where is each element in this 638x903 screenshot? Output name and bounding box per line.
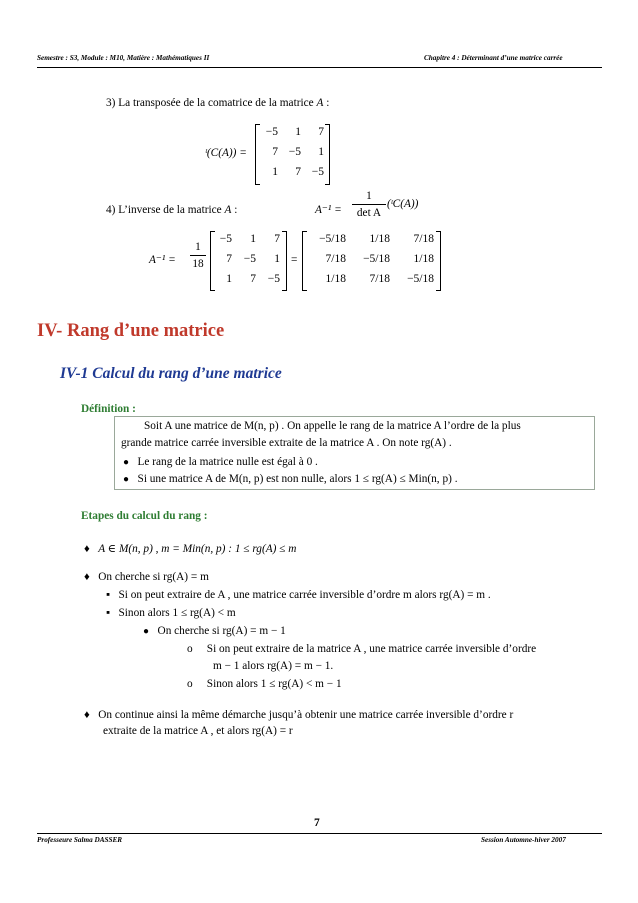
right-bracket xyxy=(436,231,441,291)
matrix-cell: 1/18 xyxy=(413,253,434,265)
step-item: ♦ On continue ainsi la même démarche jusqu’à obtenir une matrice carrée inversible d’ordre r xyxy=(84,709,514,721)
matrix-cell: 7 xyxy=(272,146,278,158)
bullet-icon: ● xyxy=(123,457,130,468)
step-item: ♦ A ∈ M(n, p) , m = Min(n, p) : 1 ≤ rg(A) ≤ m xyxy=(84,543,297,555)
square-bullet-icon: ▪ xyxy=(106,607,111,619)
matrix-cell: −5 xyxy=(265,126,278,138)
footer-left: Professeure Salma DASSER xyxy=(37,836,123,844)
footer-rule xyxy=(37,833,602,834)
matrix-cell: 7 xyxy=(250,273,256,285)
steps-label: Etapes du calcul du rang : xyxy=(81,510,208,522)
inv-den: 18 xyxy=(192,258,204,270)
substep-item: ▪ Si on peut extraire de A , une matrice carrée inversible d’ordre m alors rg(A) = m . xyxy=(106,589,491,601)
circle-bullet-icon: o xyxy=(187,678,193,690)
matrix-cell: 1 xyxy=(250,233,256,245)
subsubstep-item: ● On cherche si rg(A) = m − 1 xyxy=(143,625,286,637)
step-continuation: extraite de la matrice A , et alors rg(A) = r xyxy=(103,725,293,737)
matrix-cell: 1 xyxy=(272,166,278,178)
header-left: Semestre : S3, Module : M10, Matière : Mathématiques II xyxy=(37,54,210,62)
bullet-item: ● Le rang de la matrice nulle est égal à 0 . xyxy=(123,456,318,468)
inv-lhs: A⁻¹ = xyxy=(149,254,176,266)
option-item: o Si on peut extraire de la matrice A , une matrice carrée inversible d’ordre xyxy=(187,643,537,655)
matrix-cell: 1 xyxy=(295,126,301,138)
bullet-item: ● Si une matrice A de M(n, p) est non nulle, alors 1 ≤ rg(A) ≤ Min(n, p) . xyxy=(123,473,458,485)
item3-label: 3) La transposée de la comatrice de la matrice A : xyxy=(106,97,330,109)
matrix-cell: 1/18 xyxy=(369,233,390,245)
fraction-bar xyxy=(352,204,386,205)
matrix-cell: 7/18 xyxy=(325,253,346,265)
definition-line: Soit A une matrice de M(n, p) . On appelle le rang de la matrice A l’ordre de la plus xyxy=(144,420,521,432)
fraction-bar xyxy=(190,255,206,256)
definition-label: Définition : xyxy=(81,403,136,415)
formula-den: det A xyxy=(356,207,382,219)
matrix-cell: −5 xyxy=(288,146,301,158)
page-number: 7 xyxy=(314,817,320,829)
matrix-cell: 7 xyxy=(318,126,324,138)
footer-right: Session Automne-hiver 2007 xyxy=(481,836,566,844)
equals-sign: = xyxy=(291,254,298,266)
item3-lhs: ᵗ(C(A)) = xyxy=(205,147,247,159)
matrix-cell: 7 xyxy=(295,166,301,178)
diamond-icon: ♦ xyxy=(84,571,90,583)
option-item: o Sinon alors 1 ≤ rg(A) < m − 1 xyxy=(187,678,342,690)
formula-lhs: A⁻¹ = xyxy=(315,204,342,216)
option-continuation: m − 1 alors rg(A) = m − 1. xyxy=(213,660,334,672)
formula-rhs: (ᵗC(A)) xyxy=(387,198,419,210)
matrix-cell: −5 xyxy=(243,253,256,265)
formula-num: 1 xyxy=(366,190,372,202)
square-bullet-icon: ▪ xyxy=(106,589,111,601)
step-item: ♦ On cherche si rg(A) = m xyxy=(84,571,209,583)
matrix-cell: −5/18 xyxy=(363,253,390,265)
matrix-cell: 1 xyxy=(274,253,280,265)
right-bracket xyxy=(282,231,287,291)
header-right: Chapitre 4 : Déterminant d’une matrice carrée xyxy=(424,54,563,62)
diamond-icon: ♦ xyxy=(84,709,90,721)
matrix-cell: 1 xyxy=(318,146,324,158)
matrix-cell: 7/18 xyxy=(369,273,390,285)
substep-item: ▪ Sinon alors 1 ≤ rg(A) < m xyxy=(106,607,236,619)
header-rule xyxy=(37,67,602,68)
diamond-icon: ♦ xyxy=(84,543,90,555)
matrix-cell: −5 xyxy=(311,166,324,178)
item4-label: 4) L’inverse de la matrice A : xyxy=(106,204,238,216)
matrix-cell: −5/18 xyxy=(407,273,434,285)
matrix-cell: 1 xyxy=(226,273,232,285)
matrix-cell: −5 xyxy=(219,233,232,245)
matrix-cell: 7 xyxy=(226,253,232,265)
subsection-title: IV-1 Calcul du rang d’une matrice xyxy=(60,365,282,382)
matrix-cell: 1/18 xyxy=(325,273,346,285)
definition-line: grande matrice carrée inversible extraite de la matrice A . On note rg(A) . xyxy=(121,437,452,449)
inv-num: 1 xyxy=(195,241,201,253)
matrix-cell: −5 xyxy=(267,273,280,285)
matrix-cell: 7 xyxy=(274,233,280,245)
circle-bullet-icon: o xyxy=(187,643,193,655)
matrix-cell: −5/18 xyxy=(319,233,346,245)
bullet-icon: ● xyxy=(123,474,130,485)
bullet-icon: ● xyxy=(143,626,150,637)
matrix-cell: 7/18 xyxy=(413,233,434,245)
section-title: IV- Rang d’une matrice xyxy=(37,321,225,341)
right-bracket xyxy=(325,124,330,185)
